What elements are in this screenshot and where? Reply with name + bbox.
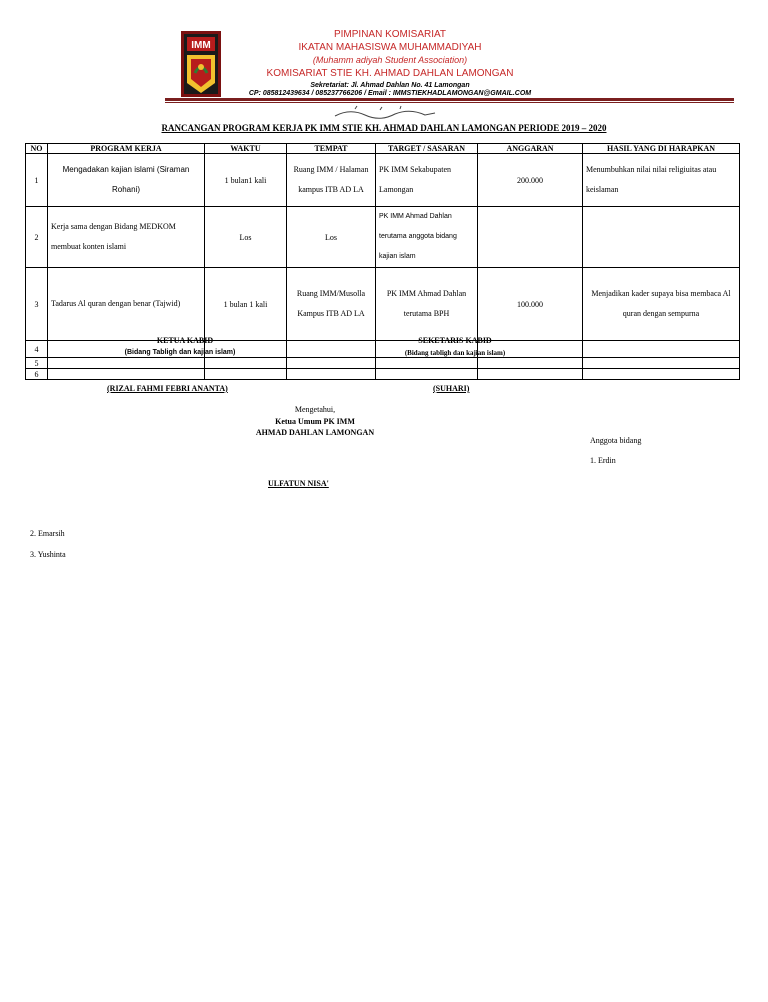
row-hasil: Menumbuhkan nilai nilai religiuitas atau keislaman — [583, 154, 740, 207]
anggota-label: Anggota bidang — [590, 436, 642, 445]
ketua-umum-name: ULFATUN NISA' — [268, 479, 329, 488]
row-no: 6 — [26, 369, 48, 380]
header-line-3: (Muhamm adiyah Student Association) — [312, 55, 468, 65]
table-row — [26, 369, 740, 380]
row-hasil: Menjadikan kader supaya bisa membaca Al quran dengan sempurna — [583, 268, 740, 341]
row-anggaran: 100.000 — [478, 268, 583, 341]
ketua-kabid-title: KETUA KABID — [156, 336, 214, 345]
table-row — [26, 154, 740, 207]
row-no: 3 — [26, 268, 48, 341]
header-address: Sekretariat: Jl. Ahmad Dahlan No. 41 Lamongan — [310, 82, 470, 89]
row-program: Mengadakan kajian islami (Siraman Rohani) — [48, 154, 205, 207]
bismillah-calligraphy — [330, 104, 440, 120]
header-rule-thin — [165, 102, 734, 103]
row-no: 1 — [26, 154, 48, 207]
sekretaris-kabid-sub: (Bidang tabligh dan kajian islam) — [404, 349, 506, 357]
sekretaris-kabid-title: SEKETARIS KABID — [418, 336, 492, 345]
header-contact: CP: 085812439634 / 085237766206 / Email : IMMSTIEKHADLAMONGAN@GMAIL.COM — [248, 90, 532, 97]
row-tempat: Ruang IMM/Musolla Kampus ITB AD LA — [287, 268, 376, 341]
row-no: 4 — [26, 341, 48, 358]
row-tempat: Ruang IMM / Halaman kampus ITB AD LA — [287, 154, 376, 207]
member-item: 2. Emarsih — [30, 529, 65, 538]
header-line-1: PIMPINAN KOMISARIAT — [333, 29, 447, 40]
row-no: 5 — [26, 358, 48, 369]
row-waktu: 1 bulan1 kali — [205, 154, 287, 207]
header-hasil: HASIL YANG DI HARAPKAN — [583, 144, 740, 154]
header-line-4: KOMISARIAT STIE KH. AHMAD DAHLAN LAMONGAN — [266, 68, 514, 79]
ketua-umum-label: Ketua Umum PK IMM — [275, 417, 355, 426]
sekretaris-kabid-name: (SUHARI) — [433, 384, 470, 393]
row-anggaran: 200.000 — [478, 154, 583, 207]
header-line-2: IKATAN MAHASISWA MUHAMMADIYAH — [298, 42, 482, 53]
header-waktu: WAKTU — [205, 144, 287, 154]
svg-text:IMM: IMM — [191, 40, 211, 51]
row-no: 2 — [26, 207, 48, 268]
header-tempat: TEMPAT — [287, 144, 376, 154]
row-target: PK IMM Ahmad Dahlan terutama anggota bidang kajian islam — [376, 207, 478, 268]
ketua-kabid-name: (RIZAL FAHMI FEBRI ANANTA) — [107, 384, 228, 393]
table-row — [26, 207, 740, 268]
ketua-kabid-sub: (Bidang Tabligh dan kajian islam) — [124, 349, 236, 356]
member-item: 1. Erdin — [590, 456, 616, 465]
row-program: Tadarus Al quran dengan benar (Tajwid) — [48, 268, 205, 341]
row-waktu: 1 bulan 1 kali — [205, 268, 287, 341]
table-row — [26, 358, 740, 369]
row-waktu: Los — [205, 207, 287, 268]
mengetahui-label: Mengetahui, — [294, 405, 336, 414]
header-anggaran: ANGGARAN — [478, 144, 583, 154]
member-item: 3. Yushinta — [30, 550, 66, 559]
table-header-row — [26, 144, 740, 154]
header-program: PROGRAM KERJA — [48, 144, 205, 154]
org-label: AHMAD DAHLAN LAMONGAN — [255, 428, 375, 437]
header-target: TARGET / SASARAN — [376, 144, 478, 154]
row-anggaran — [478, 207, 583, 268]
row-target: PK IMM Ahmad Dahlan terutama BPH — [376, 268, 478, 341]
row-program: Kerja sama dengan Bidang MEDKOM membuat konten islami — [48, 207, 205, 268]
row-target: PK IMM Sekabupaten Lamongan — [376, 154, 478, 207]
table-row — [26, 268, 740, 341]
row-hasil — [583, 207, 740, 268]
header-rule-thick — [165, 98, 734, 101]
header-no: NO — [26, 144, 48, 154]
row-tempat: Los — [287, 207, 376, 268]
document-title: RANCANGAN PROGRAM KERJA PK IMM STIE KH. AHMAD DAHLAN LAMONGAN PERIODE 2019 – 2020 — [161, 123, 607, 133]
